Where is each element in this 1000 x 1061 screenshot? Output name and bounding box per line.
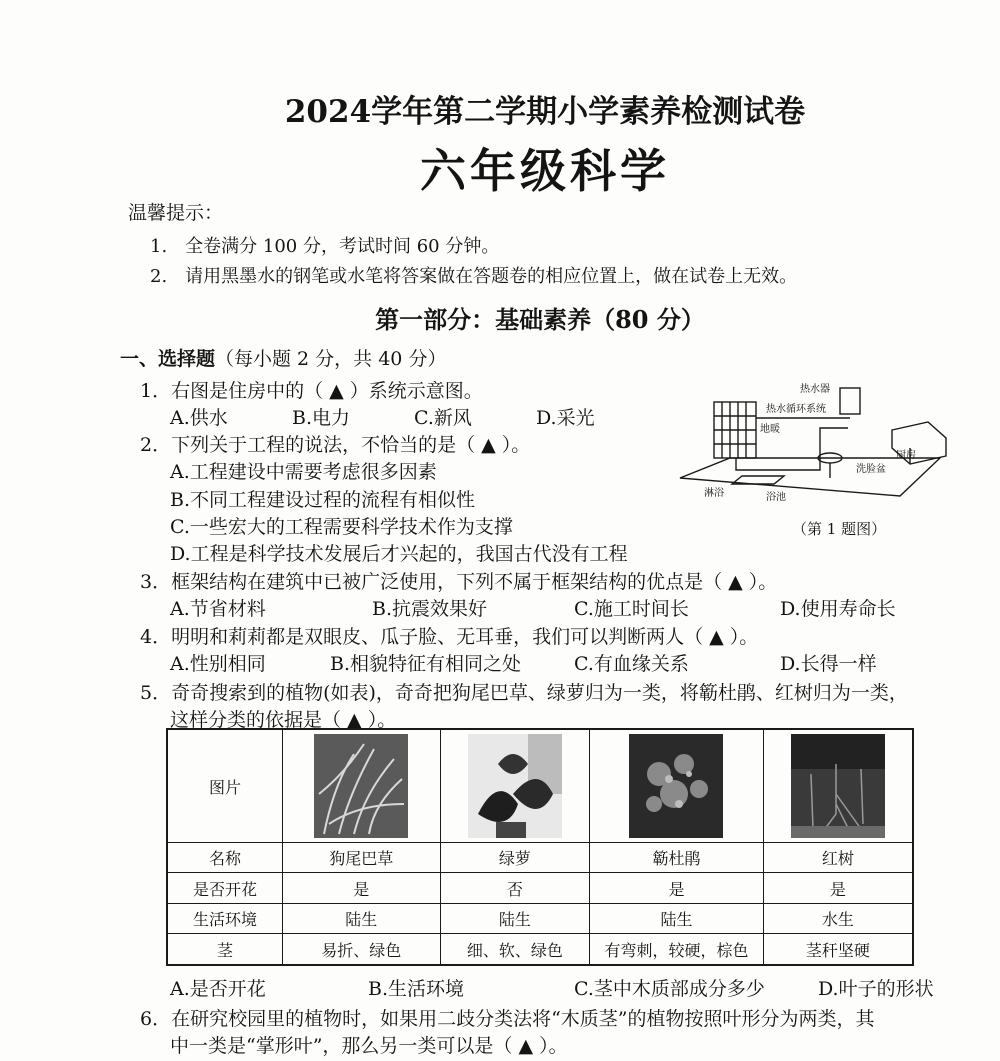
q5-option-a: A.是否开花 bbox=[170, 978, 266, 1000]
plant-env: 水生 bbox=[763, 903, 913, 933]
q3-option-a: A.节省材料 bbox=[170, 598, 266, 620]
q4-option-b: B.相貌特征有相同之处 bbox=[330, 653, 522, 675]
q6-stem-line2: 中一类是“掌形叶”，那么另一类可以是（ ▲ ）。 bbox=[170, 1035, 568, 1057]
q2-option-a: A.工程建设中需要考虑很多因素 bbox=[170, 461, 437, 483]
row-header-name: 名称 bbox=[167, 843, 282, 873]
exam-title: 2024学年第二学期小学素养检测试卷 bbox=[284, 94, 806, 130]
q1-stem: 1．右图是住房中的（ ▲ ）系统示意图。 bbox=[140, 380, 483, 402]
q5-option-d: D.叶子的形状 bbox=[818, 978, 934, 1000]
row-header-environment: 生活环境 bbox=[167, 903, 282, 933]
tip-item-2: 2. 请用黑墨水的钢笔或水笔将答案做在答题卷的相应位置上，做在试卷上无效。 bbox=[150, 266, 798, 287]
tips-label: 温馨提示： bbox=[128, 202, 224, 224]
q1-option-d: D.采光 bbox=[536, 407, 595, 429]
plant-table bbox=[166, 728, 914, 966]
pothos-photo bbox=[468, 734, 562, 838]
q3-option-c: C.施工时间长 bbox=[574, 598, 689, 620]
water-system-diagram bbox=[670, 378, 960, 518]
table-row-flower bbox=[167, 873, 913, 903]
plant-name: 绿萝 bbox=[440, 843, 590, 873]
q4-option-a: A.性别相同 bbox=[170, 653, 266, 675]
table-row-picture bbox=[167, 729, 913, 843]
q5-stem-line2: 这样分类的依据是（ ▲ ）。 bbox=[170, 709, 397, 731]
bougainvillea-photo bbox=[629, 734, 723, 838]
q2-stem: 2．下列关于工程的说法，不恰当的是（ ▲ ）。 bbox=[140, 434, 531, 456]
q5-option-b: B.生活环境 bbox=[368, 978, 465, 1000]
q4-stem: 4．明明和莉莉都是双眼皮、瓜子脸、无耳垂，我们可以判断两人（ ▲ ）。 bbox=[140, 626, 759, 648]
plant-flower: 是 bbox=[282, 873, 440, 903]
figure1-caption: （第 1 题图） bbox=[792, 520, 887, 538]
photo-cell-mangrove bbox=[763, 729, 913, 843]
label-heater: 热水器 bbox=[800, 384, 830, 395]
plant-env: 陆生 bbox=[590, 903, 764, 933]
row-header-picture: 图片 bbox=[167, 729, 282, 843]
q6-stem-line1: 6．在研究校园里的植物时，如果用二歧分类法将“木质茎”的植物按照叶形分为两类，其 bbox=[140, 1008, 875, 1030]
table-row-stem bbox=[167, 934, 913, 965]
photo-cell-foxtail bbox=[282, 729, 440, 843]
q2-option-d: D.工程是科学技术发展后才兴起的，我国古代没有工程 bbox=[170, 543, 628, 565]
plant-name: 簕杜鹃 bbox=[590, 843, 764, 873]
table-row-name bbox=[167, 843, 913, 873]
plant-stem: 有弯刺，较硬，棕色 bbox=[590, 934, 764, 965]
table-row-environment bbox=[167, 903, 913, 933]
plant-stem: 细、软、绿色 bbox=[440, 934, 590, 965]
plant-env: 陆生 bbox=[440, 903, 590, 933]
q3-option-d: D.使用寿命长 bbox=[780, 598, 896, 620]
label-kitchen: 厨房 bbox=[896, 450, 916, 461]
label-tub: 浴池 bbox=[766, 492, 786, 503]
q4-option-d: D.长得一样 bbox=[780, 653, 877, 675]
plant-name: 狗尾巴草 bbox=[282, 843, 440, 873]
q3-option-b: B.抗震效果好 bbox=[372, 598, 488, 620]
q5-option-c: C.茎中木质部成分多少 bbox=[574, 978, 765, 1000]
plant-env: 陆生 bbox=[282, 903, 440, 933]
q2-option-b: B.不同工程建设过程的流程有相似性 bbox=[170, 489, 476, 511]
plant-stem: 茎秆坚硬 bbox=[763, 934, 913, 965]
plant-flower: 是 bbox=[763, 873, 913, 903]
q3-stem: 3．框架结构在建筑中已被广泛使用，下列不属于框架结构的优点是（ ▲ ）。 bbox=[140, 571, 778, 593]
label-floor: 地暖 bbox=[760, 424, 780, 435]
section-heading bbox=[120, 344, 446, 371]
tip-item-1: 1. 全卷满分 100 分，考试时间 60 分钟。 bbox=[150, 236, 500, 257]
label-basin: 洗脸盆 bbox=[856, 464, 886, 475]
foxtail-photo bbox=[314, 734, 408, 838]
plant-flower: 否 bbox=[440, 873, 590, 903]
part1-title: 第一部分：基础素养（80 分） bbox=[375, 305, 705, 334]
q1-option-b: B.电力 bbox=[292, 407, 351, 429]
subject-title: 六年级科学 bbox=[420, 144, 670, 198]
row-header-flower: 是否开花 bbox=[167, 873, 282, 903]
photo-cell-bougainvillea bbox=[590, 729, 764, 843]
plant-name: 红树 bbox=[763, 843, 913, 873]
mangrove-photo bbox=[791, 734, 885, 838]
heater-box bbox=[840, 388, 860, 414]
q1-option-c: C.新风 bbox=[414, 407, 472, 429]
label-loop: 热水循环系统 bbox=[766, 404, 826, 415]
q2-option-c: C.一些宏大的工程需要科学技术作为支撑 bbox=[170, 516, 513, 538]
label-shower: 淋浴 bbox=[704, 488, 724, 499]
row-header-stem: 茎 bbox=[167, 934, 282, 965]
q1-option-a: A.供水 bbox=[170, 407, 228, 429]
plant-stem: 易折、绿色 bbox=[282, 934, 440, 965]
q5-stem-line1: 5．奇奇搜索到的植物(如表)，奇奇把狗尾巴草、绿萝归为一类，将簕杜鹃、红树归为一类， bbox=[140, 682, 908, 704]
section-note: （每小题 2 分，共 40 分） bbox=[215, 348, 447, 370]
plant-flower: 是 bbox=[590, 873, 764, 903]
section-name: 一、选择题 bbox=[120, 348, 216, 370]
q4-option-c: C.有血缘关系 bbox=[574, 653, 689, 675]
photo-cell-pothos bbox=[440, 729, 590, 843]
